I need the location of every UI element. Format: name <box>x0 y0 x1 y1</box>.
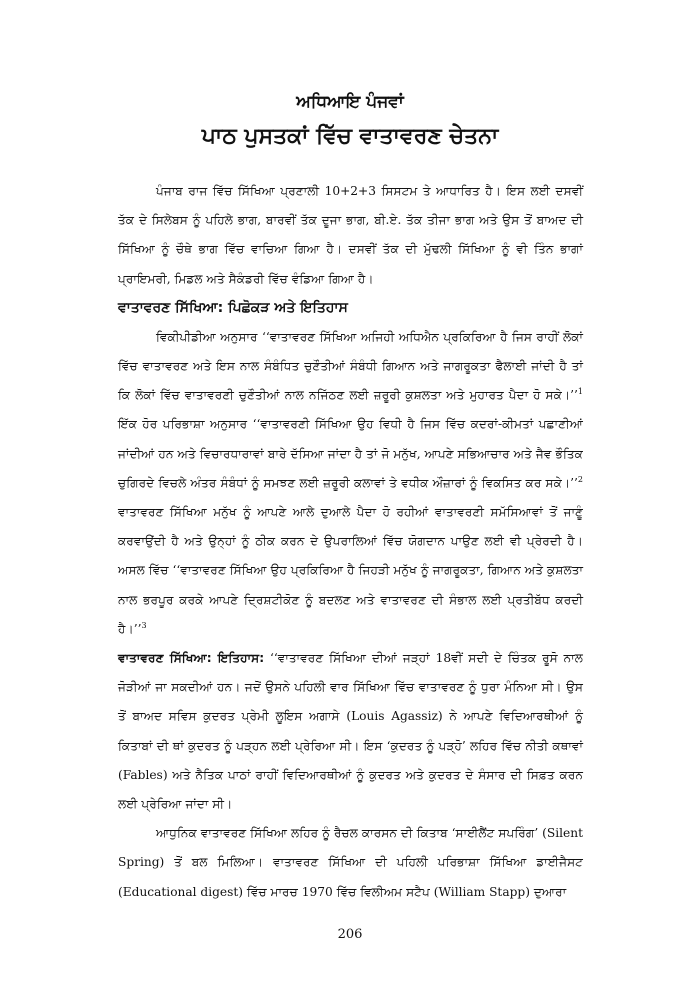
history-paragraph <box>118 644 583 819</box>
chapter-label: ਅਧਿਆਇ ਪੰਜਵਾਂ <box>296 92 404 112</box>
chapter-title: ਪਾਠ ਪੁਸਤਕਾਂ ਵਿੱਚ ਵਾਤਾਵਰਣ ਚੇਤਨਾ <box>201 124 499 149</box>
page-number: 206 <box>337 927 363 942</box>
intro-paragraph: ਪੰਜਾਬ ਰਾਜ ਵਿੱਚ ਸਿੱਖਿਆ ਪ੍ਰਣਾਲੀ 10+2+3 ਸਿਸਟਮ ਤੇ ਆਧਾਰਿਤ ਹੈ। ਇਸ ਲਈ ਦਸਵੀਂ ਤੱਕ ਦੇ ਸਿਲੇਬਸ ਨੂੰ ਪਹਿਲੇ ਭਾਗ, ਬਾਰਵੀਂ ਤੱਕ ਦੂਜਾ ਭਾਗ, ਬੀ.ਏ. ਤੱਕ ਤੀਜਾ ਭਾਗ ਅਤੇ ਉਸ ਤੋਂ ਬਾਅਦ ਦੀ ਸਿੱਖਿਆ ਨੂੰ ਚੌਥੇ ਭਾਗ ਵਿੱਚ ਵਾਚਿਆ ਗਿਆ ਹੈ। ਦਸਵੀਂ ਤੱਕ ਦੀ ਮੁੱਢਲੀ ਸਿੱਖਿਆ ਨੂੰ ਵੀ ਤਿੰਨ ਭਾਗਾਂ ਪ੍ਰਾਇਮਰੀ, ਮਿਡਲ ਅਤੇ ਸੈਕੰਡਰੀ ਵਿੱਚ ਵੰਡਿਆ ਗਿਆ ਹੈ। <box>118 184 583 286</box>
footnote-ref-3: 3 <box>141 620 147 630</box>
background-text-part1: ਵਿਕੀਪੀਡੀਆ ਅਨੁਸਾਰ ‘‘ਵਾਤਾਵਰਣ ਸਿੱਖਿਆ ਅਜਿਹੀ ਅਧਿਐਨ ਪ੍ਰਕਿਰਿਆ ਹੈ ਜਿਸ ਰਾਹੀਂ ਲੋਕਾਂ ਵਿੱਚ ਵਾਤਾਵਰਣ ਅਤੇ ਇਸ ਨਾਲ ਸੰਬੰਧਿਤ ਚੁਣੌਤੀਆਂ ਸੰਬੰਧੀ ਗਿਆਨ ਅਤੇ ਜਾਗਰੂਕਤਾ ਫੈਲਾਈ ਜਾਂਦੀ ਹੈ ਤਾਂ ਕਿ ਲੋਕਾਂ ਵਿੱਚ ਵਾਤਾਵਰਣੀ ਚੁਣੌਤੀਆਂ ਨਾਲ ਨਜਿੱਠਣ ਲਈ ਜ਼ਰੂਰੀ ਕੁਸ਼ਲਤਾ ਅਤੇ ਮੁਹਾਰਤ ਪੈਦਾ ਹੋ ਸਕੇ।’’ <box>118 329 583 403</box>
background-paragraph <box>118 323 583 644</box>
background-text-part2: ਇੱਕ ਹੋਰ ਪਰਿਭਾਸ਼ਾ ਅਨੁਸਾਰ ‘‘ਵਾਤਾਵਰਣੀ ਸਿੱਖਿਆ ਉਹ ਵਿਧੀ ਹੈ ਜਿਸ ਵਿੱਚ ਕਦਰਾਂ-ਕੀਮਤਾਂ ਪਛਾਣੀਆਂ ਜਾਂਦੀਆਂ ਹਨ ਅਤੇ ਵਿਚਾਰਧਾਰਾਵਾਂ ਬਾਰੇ ਦੱਸਿਆ ਜਾਂਦਾ ਹੈ ਤਾਂ ਜੋ ਮਨੁੱਖ, ਆਪਣੇ ਸਭਿਆਚਾਰ ਅਤੇ ਜੈਵ ਭੌਤਿਕ ਚੁਗਿਰਦੇ ਵਿਚਲੇ ਅੰਤਰ ਸੰਬੰਧਾਂ ਨੂੰ ਸਮਝਣ ਲਈ ਜ਼ਰੂਰੀ ਕਲਾਵਾਂ ਤੇ ਵਧੀਕ ਔਜ਼ਾਰਾਂ ਨੂੰ ਵਿਕਸਿਤ ਕਰ ਸਕੇ।’’ <box>118 417 583 490</box>
footnote-ref-2: 2 <box>577 474 583 484</box>
modern-paragraph: ਆਧੁਨਿਕ ਵਾਤਾਵਰਣ ਸਿੱਖਿਆ ਲਹਿਰ ਨੂੰ ਰੈਚਲ ਕਾਰਸਨ ਦੀ ਕਿਤਾਬ ‘ਸਾਈਲੈਂਟ ਸਪਰਿੰਗ’ (Silent Spring) ਤੋਂ ਬਲ ਮਿਲਿਆ। ਵਾਤਾਵਰਣ ਸਿੱਖਿਆ ਦੀ ਪਹਿਲੀ ਪਰਿਭਾਸ਼ਾ ਸਿੱਖਿਆ ਡਾਈਜੈਸਟ (Educational digest) ਵਿੱਚ ਮਾਰਚ 1970 ਵਿੱਚ ਵਿਲੀਅਮ ਸਟੈਪ (William Stapp) ਦੁਆਰਾ <box>118 826 583 899</box>
section-heading: ਵਾਤਾਵਰਣ ਸਿੱਖਿਆ: ਪਿਛੋਕੜ ਅਤੇ ਇਤਿਹਾਸ <box>118 299 348 316</box>
background-text-part3: ਵਾਤਾਵਰਣ ਸਿੱਖਿਆ ਮਨੁੱਖ ਨੂੰ ਆਪਣੇ ਆਲੇ ਦੁਆਲੇ ਪੈਦਾ ਹੋ ਰਹੀਆਂ ਵਾਤਾਵਰਣੀ ਸਮੱਸਿਆਵਾਂ ਤੋਂ ਜਾਣੂੰ ਕਰਵਾਉਂਦੀ ਹੈ ਅਤੇ ਉਨ੍ਹਾਂ ਨੂੰ ਠੀਕ ਕਰਨ ਦੇ ਉਪਰਾਲਿਆਂ ਵਿੱਚ ਯੋਗਦਾਨ ਪਾਉਣ ਲਈ ਵੀ ਪ੍ਰੇਰਦੀ ਹੈ। ਅਸਲ ਵਿੱਚ ‘‘ਵਾਤਾਵਰਣ ਸਿੱਖਿਆ ਉਹ ਪ੍ਰਕਿਰਿਆ ਹੈ ਜਿਹੜੀ ਮਨੁੱਖ ਨੂੰ ਜਾਗਰੂਕਤਾ, ਗਿਆਨ ਅਤੇ ਕੁਸ਼ਲਤਾ ਨਾਲ ਭਰਪੂਰ ਕਰਕੇ ਆਪਣੇ ਦ੍ਰਿਸ਼ਟੀਕੋਣ ਨੂੰ ਬਦਲਣ ਅਤੇ ਵਾਤਾਵਰਣ ਦੀ ਸੰਭਾਲ ਲਈ ਪ੍ਰਤੀਬੱਧ ਕਰਦੀ ਹੈ।’’ <box>118 505 583 636</box>
footnote-ref-1: 1 <box>577 387 583 397</box>
history-lead: ਵਾਤਾਵਰਣ ਸਿੱਖਿਆ: ਇਤਿਹਾਸ: <box>118 651 265 666</box>
history-text: ‘‘ਵਾਤਾਵਰਣ ਸਿੱਖਿਆ ਦੀਆਂ ਜੜ੍ਹਾਂ 18ਵੀਂ ਸਦੀ ਦੇ ਚਿੰਤਕ ਰੂਸੋ ਨਾਲ ਜੋੜੀਆਂ ਜਾ ਸਕਦੀਆਂ ਹਨ। ਜਦੋਂ ਉਸਨੇ ਪਹਿਲੀ ਵਾਰ ਸਿੱਖਿਆ ਵਿੱਚ ਵਾਤਾਵਰਣ ਨੂੰ ਧੁਰਾ ਮੰਨਿਆ ਸੀ। ਉਸ ਤੋਂ ਬਾਅਦ ਸਵਿਸ ਕੁਦਰਤ ਪ੍ਰੇਮੀ ਲੂਇਸ ਅਗਾਸੇ (Louis Agassiz) ਨੇ ਆਪਣੇ ਵਿਦਿਆਰਥੀਆਂ ਨੂੰ ਕਿਤਾਬਾਂ ਦੀ ਥਾਂ ਕੁਦਰਤ ਨੂੰ ਪੜ੍ਹਨ ਲਈ ਪ੍ਰੇਰਿਆ ਸੀ। ਇਸ ‘ਕੁਦਰਤ ਨੂੰ ਪੜ੍ਹੋ’ ਲਹਿਰ ਵਿੱਚ ਨੀਤੀ ਕਥਾਵਾਂ (Fables) ਅਤੇ ਨੈਤਿਕ ਪਾਠਾਂ ਰਾਹੀਂ ਵਿਦਿਆਰਥੀਆਂ ਨੂੰ ਕੁਦਰਤ ਅਤੇ ਕੁਦਰਤ ਦੇ ਸੰਸਾਰ ਦੀ ਸਿਫ਼ਤ ਕਰਨ ਲਈ ਪ੍ਰੇਰਿਆ ਜਾਂਦਾ ਸੀ। <box>118 651 584 812</box>
body-text <box>118 177 583 907</box>
